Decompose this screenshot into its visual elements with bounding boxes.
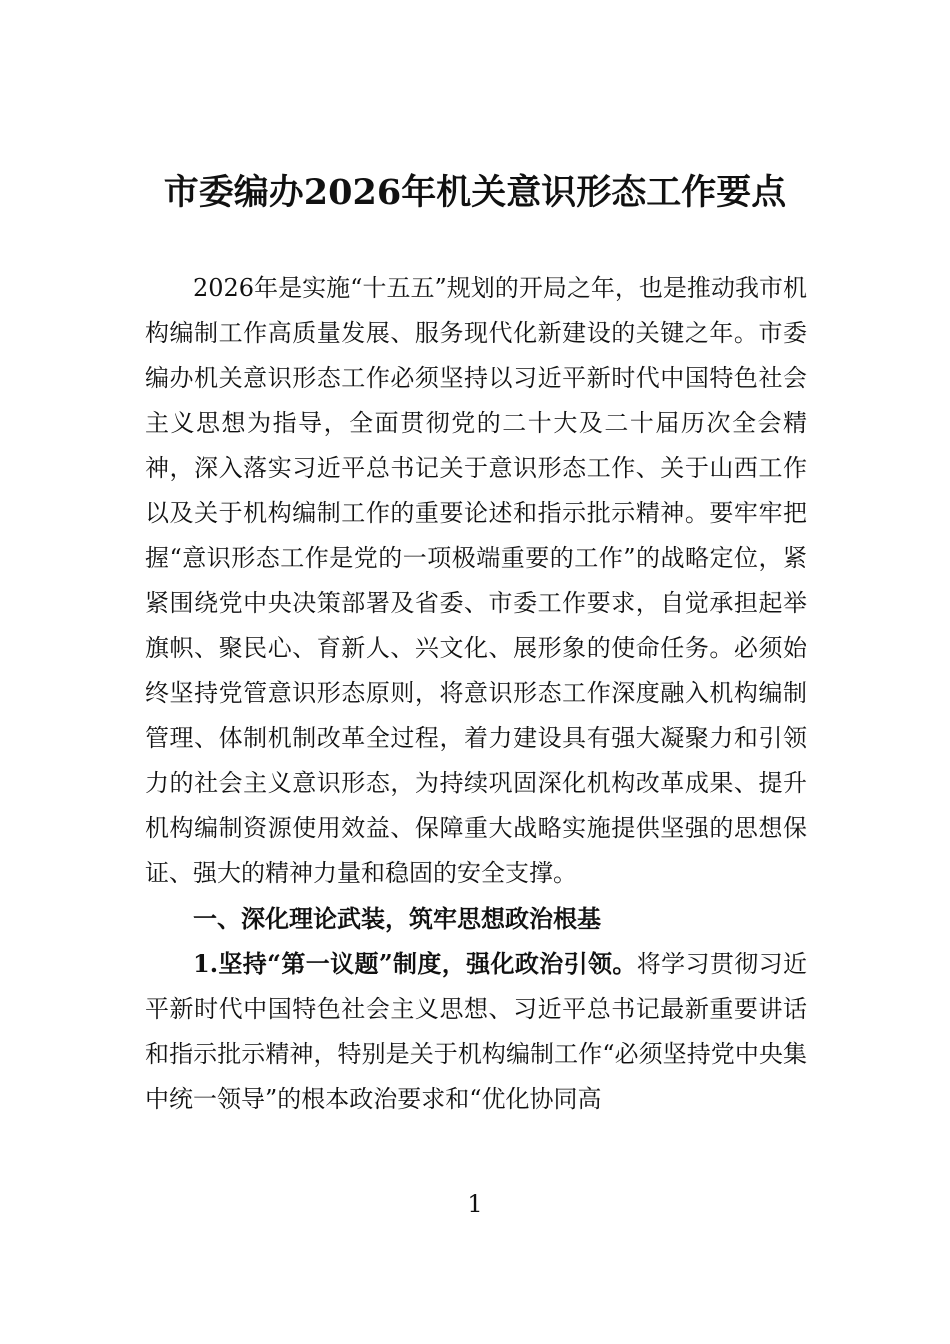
item-lead-1: 1.坚持“第一议题”制度，强化政治引领。 [193, 949, 637, 978]
page-number: 1 [467, 1190, 483, 1218]
item-paragraph-1 [145, 941, 807, 1122]
section-heading-1: 一、深化理论武装，筑牢思想政治根基 [193, 904, 601, 933]
document-title: 市委编办2026年机关意识形态工作要点 [163, 172, 787, 213]
intro-paragraph: 2026年是实施“十五五”规划的开局之年，也是推动我市机构编制工作高质量发展、服务现代化新建设的关键之年。市委编办机关意识形态工作必须坚持以习近平新时代中国特色社会主义思想为指导，全面贯彻党的二十大及二十届历次全会精神，深入落实习近平总书记关于意识形态工作、关于山西工作以及关于机构编制工作的重要论述和指示批示精神。要牢牢把握“意识形态工作是党的一项极端重要的工作”的战略定位，紧紧围绕党中央决策部署及省委、市委工作要求，自觉承担起举旗帜、聚民心、育新人、兴文化、展形象的使命任务。必须始终坚持党管意识形态原则，将意识形态工作深度融入机构编制管理、体制机制改革全过程，着力建设具有强大凝聚力和引领力的社会主义意识形态，为持续巩固深化机构改革成果、提升机构编制资源使用效益、保障重大战略实施提供坚强的思想保证、强大的精神力量和稳固的安全支撑。 [145, 274, 807, 887]
document-body [145, 266, 807, 1122]
item-text-1: 将学习贯彻习近平新时代中国特色社会主义思想、习近平总书记最新重要讲话和指示批示精神，特别是关于机构编制工作“必须坚持党中央集中统一领导”的根本政治要求和“优化协同高 [145, 950, 808, 1113]
